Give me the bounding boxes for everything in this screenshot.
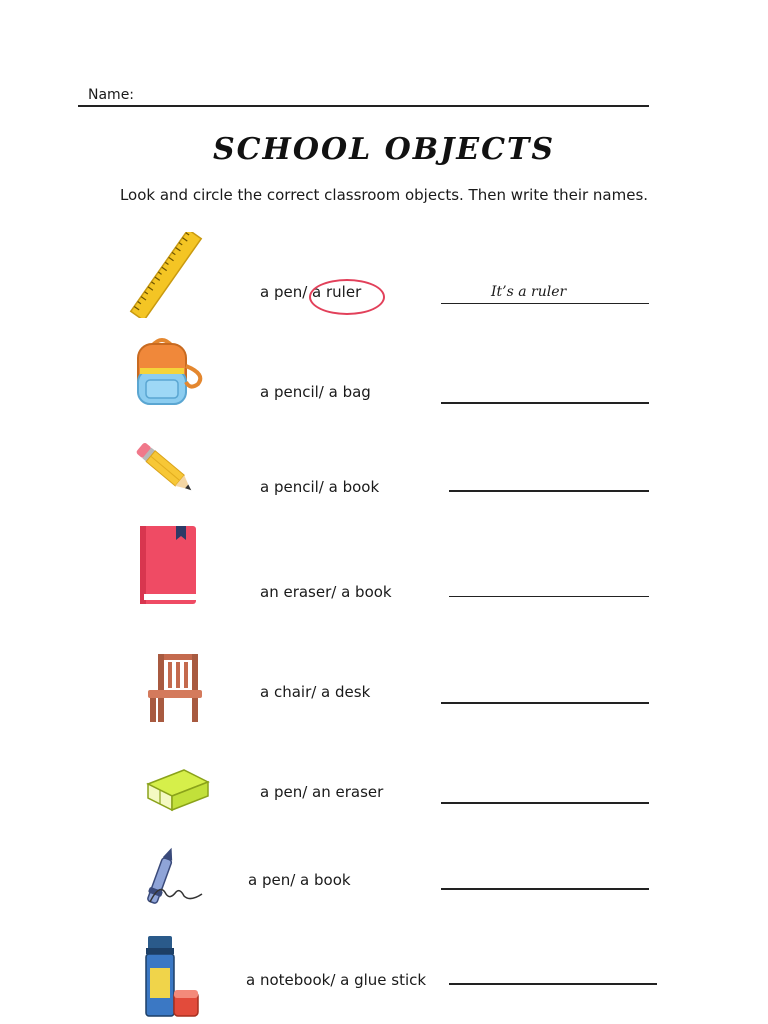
answer-line-4[interactable]: [449, 596, 649, 597]
choice-2: a pencil/ a bag: [260, 383, 371, 401]
page-title: SCHOOL OBJECTS: [212, 132, 556, 167]
choice-6: a pen/ an eraser: [260, 783, 384, 801]
pen-icon: [140, 842, 210, 908]
choice-7: a pen/ a book: [248, 871, 351, 889]
answer-circle: [309, 279, 385, 315]
glue-stick-icon: [138, 934, 204, 1020]
answer-line-7[interactable]: [441, 888, 649, 890]
name-field[interactable]: [78, 105, 649, 107]
name-label: Name:: [88, 87, 135, 103]
choice-1: a pen/ a ruler: [260, 283, 362, 301]
answer-line-5[interactable]: [441, 702, 649, 704]
choice-8: a notebook/ a glue stick: [246, 971, 427, 989]
answer-line-1[interactable]: [441, 303, 649, 304]
answer-line-2[interactable]: [441, 402, 649, 404]
answer-line-3[interactable]: [449, 490, 649, 492]
book-icon: [138, 524, 200, 606]
choice-4: an eraser/ a book: [260, 583, 392, 601]
eraser-icon: [144, 760, 212, 814]
choice-3: a pencil/ a book: [260, 478, 380, 496]
pencil-icon: [130, 436, 202, 502]
answer-line-8[interactable]: [449, 983, 657, 985]
choice-5: a chair/ a desk: [260, 683, 371, 701]
chair-icon: [144, 652, 208, 724]
answer-text-1: It’s a ruler: [491, 284, 567, 300]
answer-line-6[interactable]: [441, 802, 649, 804]
instructions: Look and circle the correct classroom objects. Then write their names.: [119, 186, 649, 204]
backpack-icon: [132, 336, 210, 408]
ruler-icon: [128, 232, 204, 318]
